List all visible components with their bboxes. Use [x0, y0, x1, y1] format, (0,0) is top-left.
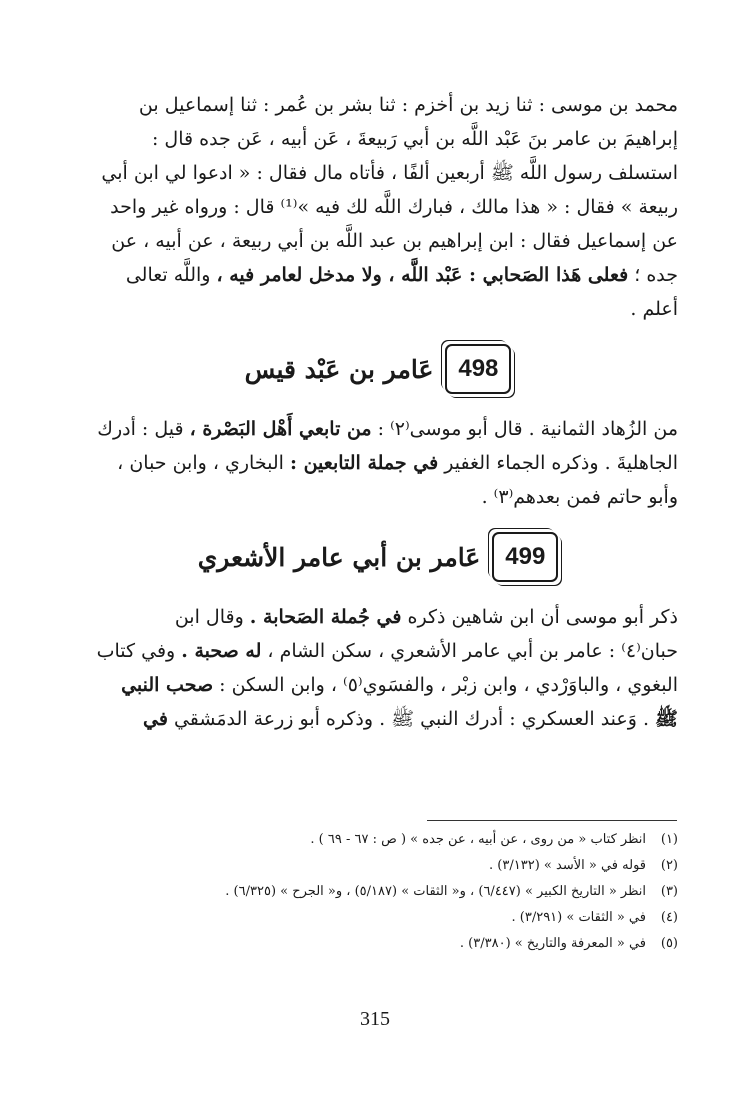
intro-line: أعلم .	[630, 298, 678, 320]
intro-line: جده ؛	[628, 264, 678, 286]
intro-line: واللَّه تعالى	[125, 264, 217, 286]
entry-bold-text: له صحبة .	[181, 640, 262, 662]
footnote	[120, 853, 678, 879]
intro-line: استسلف رسول اللَّه ﷺ أربعين ألفًا ، فأتاه مال فقال : « ادعوا لي ابن أبي	[101, 162, 678, 184]
entry-title: عَامر بن أبي عامر الأشعري	[197, 542, 481, 572]
entry-499-paragraph	[78, 600, 678, 736]
page-number: 315	[360, 1008, 390, 1030]
page-body	[78, 88, 678, 736]
intro-bold-conclusion: فعلى هَذا الصَحابي : عَبْد اللَّه ، ولا مدخل لعامر فيه ،	[216, 264, 629, 286]
entry-text: وقال ابن	[174, 606, 250, 628]
entry-text: قيل : أدرك	[97, 418, 190, 440]
entry-bold-text: في جملة التابعين :	[289, 452, 439, 474]
footnote-divider	[427, 820, 677, 821]
entry-text: البخاري ، وابن حبان ،	[117, 452, 290, 474]
intro-paragraph	[78, 88, 678, 326]
entry-title: عَامر بن عَبْد قيس	[244, 354, 434, 384]
entry-text: من الزُهاد الثمانية . قال أبو موسى⁽٢⁾ :	[371, 418, 678, 440]
entry-bold-text: في	[142, 708, 168, 730]
footnote-text: في « المعرفة والتاريخ » (٣/٣٨٠) .	[459, 936, 646, 951]
footnote	[120, 827, 678, 853]
intro-line: عن إسماعيل فقال : ابن إبراهيم بن عبد اللَّه بن أبي ربيعة ، عن أبيه ، عن	[111, 230, 678, 252]
entry-text: ذكر أبو موسى أن ابن شاهين ذكره	[401, 606, 678, 628]
entry-bold-text: ﷺ	[655, 708, 678, 730]
footnote-text: قوله في « الأسد » (٣/١٣٢) .	[489, 858, 646, 873]
entry-bold-text: في جُملة الصَحابة .	[249, 606, 402, 628]
entry-text: وفي كتاب	[96, 640, 182, 662]
footnote-number: (٥)	[660, 936, 678, 951]
intro-line: ربيعة » فقال : « هذا مالك ، فبارك اللَّه لك فيه »⁽¹⁾ قال : ورواه غير واحد	[110, 196, 678, 218]
intro-line: إبراهيمَ بن عامر بنَ عَبْد اللَّه بن أبي رَبيعةَ ، عَن أبيه ، عَن جده قال :	[151, 128, 678, 150]
entry-498-heading	[78, 340, 678, 398]
intro-line: محمد بن موسى : ثنا زيد بن أخزم : ثنا بشر بن عُمر : ثنا إسماعيل بن	[138, 94, 678, 116]
footnote-number: (٤)	[660, 910, 678, 925]
footnote-number: (١)	[660, 832, 678, 847]
entry-498-paragraph	[78, 412, 678, 514]
entry-number-box: 499	[492, 532, 558, 582]
footnote-number: (٣)	[660, 884, 678, 899]
entry-text: . وَعند العسكري : أدرك النبي ﷺ . وذكره أبو زرعة الدمَشقي	[167, 708, 656, 730]
footnotes	[120, 827, 678, 957]
footnote	[120, 931, 678, 957]
footnote	[120, 879, 678, 905]
entry-bold-text: صحب النبي	[121, 674, 214, 696]
footnote-text: انظر كتاب « من روى ، عن أبيه ، عن جده » ( ص : ٦٧ - ٦٩ ) .	[310, 832, 646, 847]
footnote-text: في « الثقات » (٣/٢٩١) .	[511, 910, 646, 925]
entry-bold-text: من تابعي أَهْل البَصْرة ،	[189, 418, 372, 440]
entry-text: البغوي ، والباوَرْدي ، وابن زبْر ، والفسَوي⁽٥⁾ ، وابن السكن :	[213, 674, 678, 696]
entry-text: وأبو حاتم فمن بعدهم⁽٣⁾ .	[481, 486, 678, 508]
entry-499-heading	[78, 528, 678, 586]
footnote	[120, 905, 678, 931]
entry-text: الجاهليةَ . وذكره الجماء الغفير	[438, 452, 678, 474]
footnote-text: انظر « التاريخ الكبير » (٦/٤٤٧) ، و« الثقات » (٥/١٨٧) ، و« الجرح » (٦/٣٢٥) .	[225, 884, 646, 899]
entry-text: حبان⁽٤⁾ : عامر بن أبي عامر الأشعري ، سكن الشام ،	[261, 640, 678, 662]
footnote-number: (٢)	[660, 858, 678, 873]
entry-number-box: 498	[445, 344, 511, 394]
